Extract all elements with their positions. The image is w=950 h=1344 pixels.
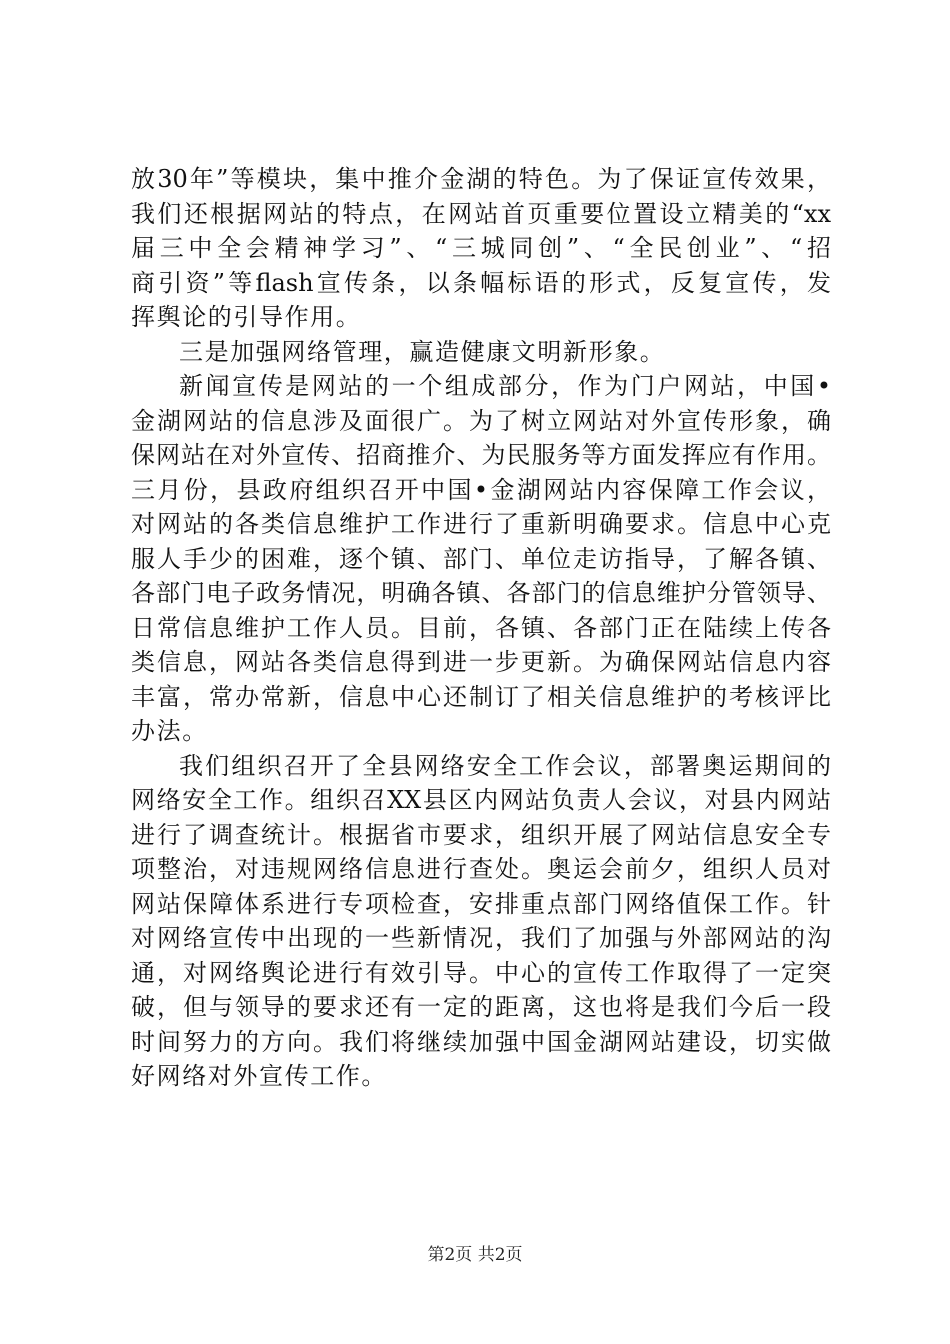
paragraph-3: [131, 369, 831, 749]
text-line: 三是加强网络管理，赢造健康文明新形象。: [179, 337, 666, 366]
text-line: 三月份，县政府组织召开中国•金湖网站内容保障工作会议，: [131, 475, 831, 504]
text-line: 服人手少的困难，逐个镇、部门、单位走访指导，了解各镇、: [131, 544, 831, 573]
document-body: [131, 162, 831, 1094]
text-line: 金湖网站的信息涉及面很广。为了树立网站对外宣传形象，确: [131, 406, 831, 435]
text-line: 进行了调查统计。根据省市要求，组织开展了网站信息安全专: [131, 820, 831, 849]
text-line: 时间努力的方向。我们将继续加强中国金湖网站建设，切实做: [131, 1027, 831, 1056]
text-line: 各部门电子政务情况，明确各镇、各部门的信息维护分管领导、: [131, 579, 831, 607]
text-line: 放30年”等模块，集中推介金湖的特色。为了保证宣传效果，: [131, 165, 831, 193]
text-line: 网站保障体系进行专项检查，安排重点部门网络值保工作。针: [131, 889, 831, 918]
paragraph-2: [131, 335, 831, 370]
text-line: 挥舆论的引导作用。: [131, 303, 362, 331]
text-line: 破，但与领导的要求还有一定的距离，这也将是我们今后一段: [131, 993, 831, 1021]
text-line: 类信息，网站各类信息得到进一步更新。为确保网站信息内容: [131, 648, 831, 676]
text-line: 好网络对外宣传工作。: [131, 1062, 387, 1090]
text-line: 新闻宣传是网站的一个组成部分，作为门户网站，中国•: [179, 372, 831, 400]
page-number-footer: 第2页 共2页: [427, 1245, 523, 1265]
paragraph-1: [131, 162, 831, 335]
text-line: 我们组织召开了全县网络安全工作会议，部署奥运期间的: [179, 751, 831, 780]
text-line: 项整治，对违规网络信息进行查处。奥运会前夕，组织人员对: [131, 855, 831, 883]
text-line: 对网站的各类信息维护工作进行了重新明确要求。信息中心克: [131, 510, 831, 538]
text-line: 日常信息维护工作人员。目前，各镇、各部门正在陆续上传各: [131, 613, 831, 642]
text-line: 保网站在对外宣传、招商推介、为民服务等方面发挥应有作用。: [131, 441, 831, 469]
text-line: 对网络宣传中出现的一些新情况，我们了加强与外部网站的沟: [131, 924, 831, 952]
paragraph-4: [131, 749, 831, 1094]
text-line: 网络安全工作。组织召XX县区内网站负责人会议，对县内网站: [131, 786, 831, 814]
text-line: 通，对网络舆论进行有效引导。中心的宣传工作取得了一定突: [131, 958, 831, 987]
text-line: 届三中全会精神学习”、“三城同创”、“全民创业”、“招: [131, 234, 831, 262]
text-line: 办法。: [131, 717, 208, 745]
text-line: 我们还根据网站的特点，在网站首页重要位置设立精美的“xx: [131, 199, 831, 228]
text-line: 商引资”等flash宣传条，以条幅标语的形式，反复宣传，发: [131, 268, 831, 297]
text-line: 丰富，常办常新，信息中心还制订了相关信息维护的考核评比: [131, 682, 831, 711]
